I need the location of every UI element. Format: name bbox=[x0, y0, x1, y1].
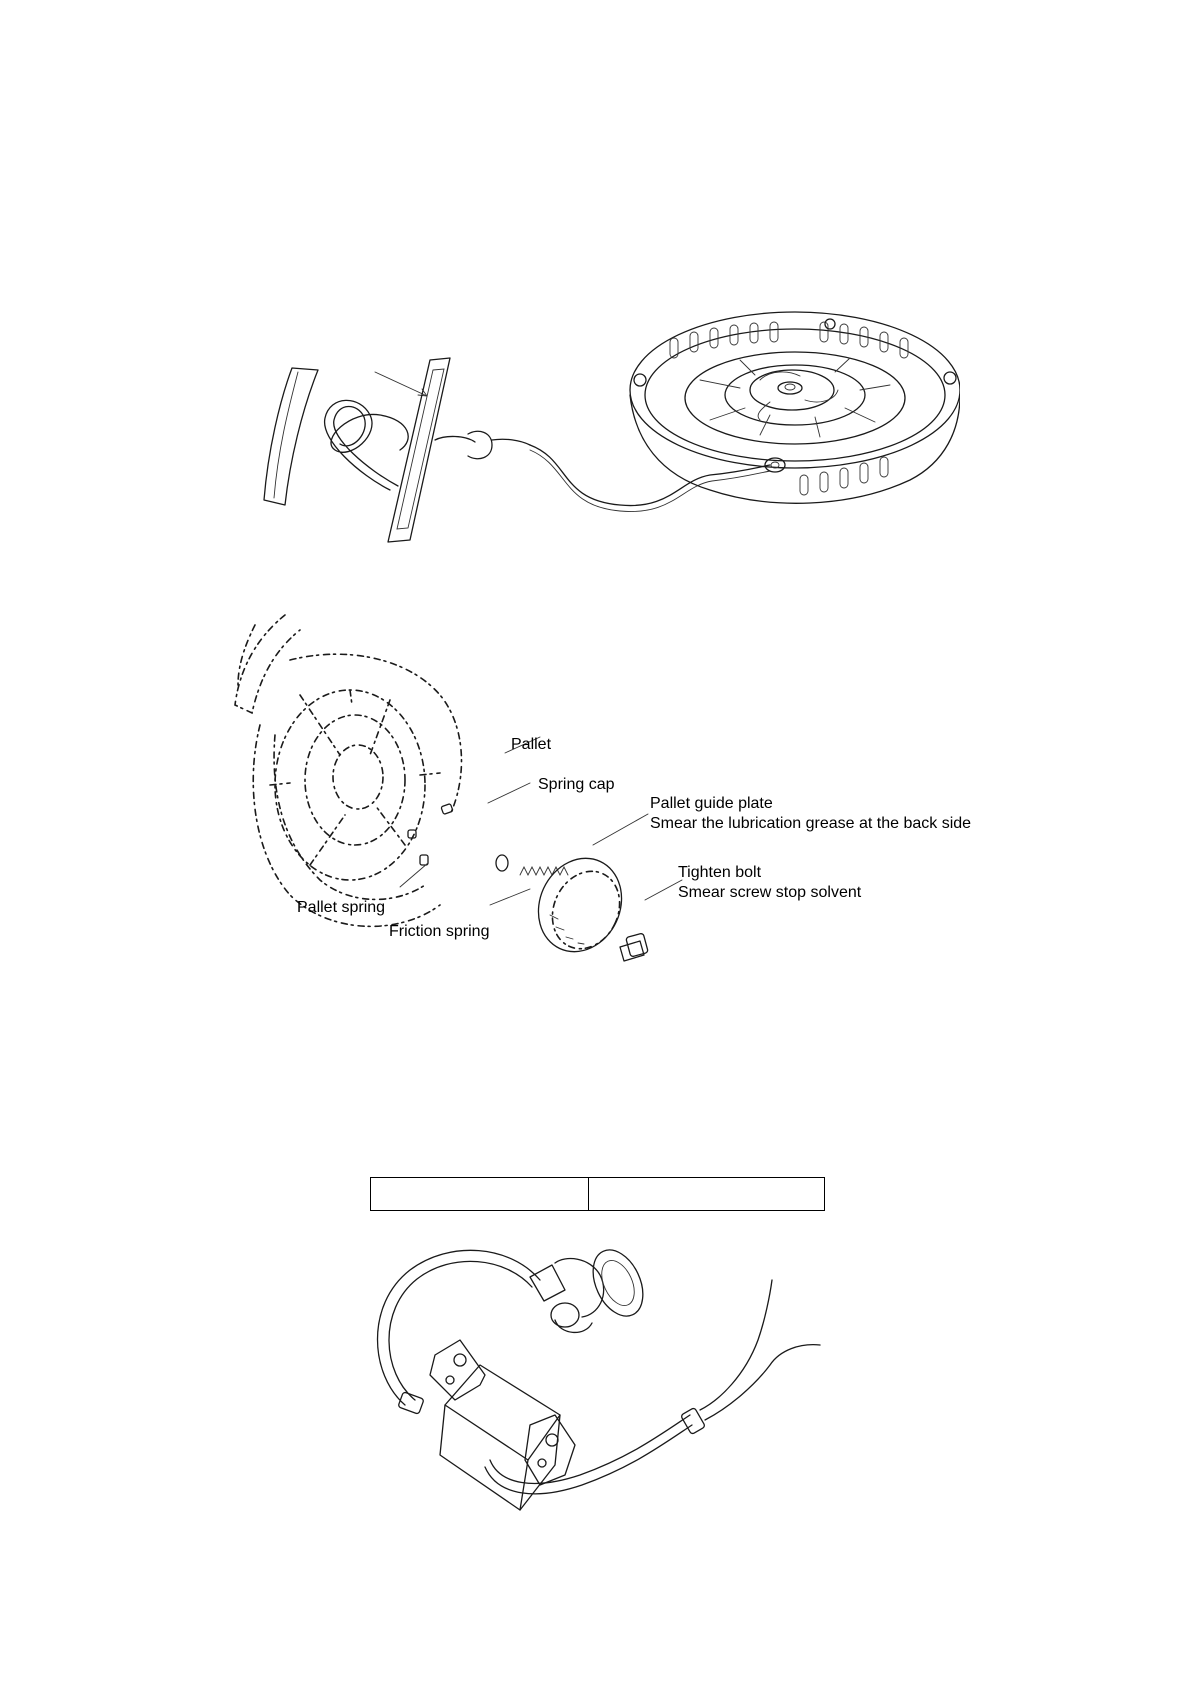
handle-grip-icon bbox=[235, 615, 300, 713]
spec-table-cell bbox=[371, 1178, 589, 1211]
tighten-bolt-icon bbox=[620, 933, 648, 961]
recoil-starter-figure bbox=[240, 300, 960, 550]
handle-grip-icon bbox=[264, 368, 318, 505]
coil-body-icon bbox=[398, 1340, 575, 1510]
label-friction-spring: Friction spring bbox=[389, 923, 490, 940]
rope-knot-icon bbox=[325, 400, 409, 490]
coil-wires-icon bbox=[485, 1280, 820, 1494]
spark-plug-cap-icon bbox=[530, 1242, 653, 1332]
label-pallet-guide-plate: Pallet guide plate bbox=[650, 795, 773, 812]
spec-table bbox=[370, 1177, 825, 1211]
t-handle-icon bbox=[388, 358, 530, 542]
ignition-coil-figure bbox=[360, 1235, 840, 1525]
label-spring-cap: Spring cap bbox=[538, 776, 615, 793]
starter-housing-icon bbox=[630, 312, 960, 503]
spring-cap-icon bbox=[496, 855, 508, 871]
arrow-icon bbox=[375, 372, 427, 396]
label-pallet-spring: Pallet spring bbox=[297, 899, 386, 916]
friction-spring-icon bbox=[520, 867, 568, 875]
label-grease-note: Smear the lubrication grease at the back side bbox=[650, 815, 972, 832]
spec-table-cell bbox=[588, 1178, 824, 1211]
label-pallet: Pallet bbox=[511, 736, 552, 753]
starter-reel-icon bbox=[253, 654, 461, 926]
leader-lines bbox=[400, 737, 540, 905]
ht-lead-icon bbox=[378, 1250, 541, 1405]
label-tighten-bolt: Tighten bolt bbox=[678, 864, 762, 881]
label-solvent-note: Smear screw stop solvent bbox=[678, 884, 862, 901]
